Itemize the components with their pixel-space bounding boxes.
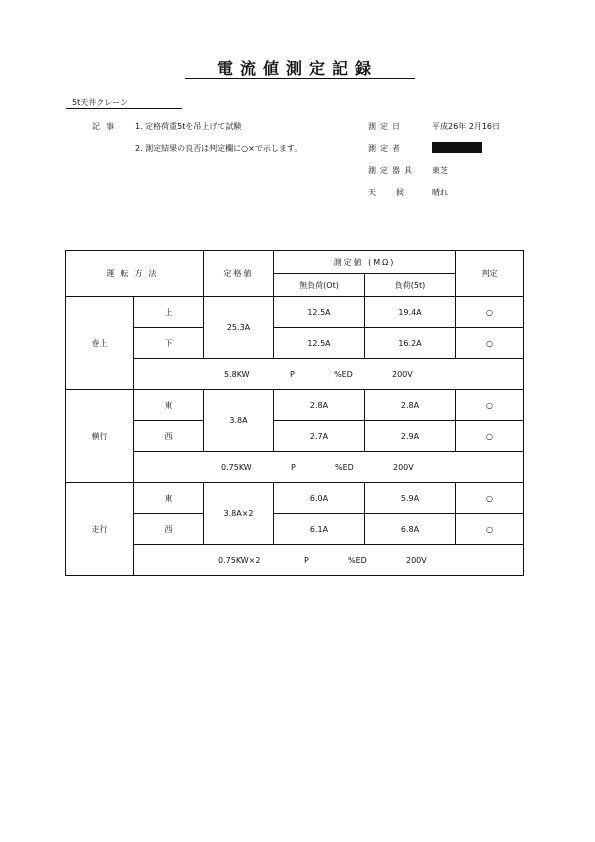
- judge-value: ○: [456, 390, 524, 421]
- device-value: 東芝: [432, 166, 448, 175]
- no-load-value: 6.1A: [274, 514, 365, 545]
- judge-value: ○: [456, 297, 524, 328]
- date-value: 平成26年 2月16日: [432, 122, 500, 131]
- direction-cell: 東: [134, 390, 204, 421]
- header-measured: 測定値 (MΩ): [274, 251, 456, 274]
- motor-p: P: [291, 462, 296, 472]
- group-name: 走行: [66, 483, 134, 576]
- motor-p: P: [304, 555, 309, 565]
- rated-value: 25.3A: [204, 297, 274, 359]
- group-name: 巻上: [66, 297, 134, 390]
- motor-power: 0.75KW×2: [218, 555, 261, 565]
- table-row: [66, 483, 524, 514]
- measurement-table: [65, 250, 524, 576]
- document-title: 電流値測定記録: [216, 59, 378, 78]
- device-label: 測定器具: [368, 166, 416, 175]
- title-underline: [185, 78, 415, 79]
- table-row: [66, 328, 524, 359]
- motor-ed: %ED: [348, 555, 367, 565]
- no-load-value: 2.8A: [274, 390, 365, 421]
- note-item-1: 1. 定格荷重5tを吊上げて試験: [135, 122, 242, 131]
- header-operation: 運転方法: [66, 251, 204, 297]
- motor-spec-row: [66, 545, 524, 576]
- load-value: 5.9A: [365, 483, 456, 514]
- motor-spec: [134, 359, 524, 390]
- motor-power: 5.8KW: [224, 369, 250, 379]
- direction-cell: 西: [134, 421, 204, 452]
- table-row: [66, 390, 524, 421]
- note-item-2: 2. 測定結果の良否は判定欄に○×で示します。: [135, 144, 303, 153]
- weather-label: 天候: [368, 188, 424, 197]
- direction-cell: 東: [134, 483, 204, 514]
- person-label: 測定者: [368, 144, 404, 153]
- table-row: [66, 421, 524, 452]
- no-load-value: 12.5A: [274, 297, 365, 328]
- load-value: 19.4A: [365, 297, 456, 328]
- header-judge: 判定: [456, 251, 524, 297]
- weather-value: 晴れ: [432, 188, 448, 197]
- motor-volt: 200V: [393, 462, 414, 472]
- judge-value: ○: [456, 328, 524, 359]
- load-value: 6.8A: [365, 514, 456, 545]
- date-label: 測定日: [368, 122, 404, 131]
- judge-value: ○: [456, 483, 524, 514]
- header-rated: 定格値: [204, 251, 274, 297]
- load-value: 2.9A: [365, 421, 456, 452]
- rated-value: 3.8A: [204, 390, 274, 452]
- direction-cell: 西: [134, 514, 204, 545]
- crane-name: 5t天井クレーン: [72, 98, 129, 107]
- motor-spec-row: [66, 359, 524, 390]
- no-load-value: 12.5A: [274, 328, 365, 359]
- crane-underline: [66, 108, 182, 109]
- table-row: [66, 514, 524, 545]
- motor-spec: [134, 545, 524, 576]
- direction-cell: 上: [134, 297, 204, 328]
- no-load-value: 2.7A: [274, 421, 365, 452]
- motor-spec-row: [66, 452, 524, 483]
- redacted-name: [432, 142, 482, 153]
- notes-label: 記事: [92, 122, 120, 131]
- motor-ed: %ED: [334, 369, 353, 379]
- motor-spec: [134, 452, 524, 483]
- judge-value: ○: [456, 514, 524, 545]
- table-row: [66, 297, 524, 328]
- load-value: 16.2A: [365, 328, 456, 359]
- motor-volt: 200V: [406, 555, 427, 565]
- load-value: 2.8A: [365, 390, 456, 421]
- direction-cell: 下: [134, 328, 204, 359]
- no-load-value: 6.0A: [274, 483, 365, 514]
- motor-power: 0.75KW: [221, 462, 252, 472]
- group-name: 横行: [66, 390, 134, 483]
- rated-value: 3.8A×2: [204, 483, 274, 545]
- header-no-load: 無負荷(Ot): [274, 274, 365, 297]
- motor-volt: 200V: [392, 369, 413, 379]
- motor-p: P: [290, 369, 295, 379]
- motor-ed: %ED: [335, 462, 354, 472]
- judge-value: ○: [456, 421, 524, 452]
- header-load: 負荷(5t): [365, 274, 456, 297]
